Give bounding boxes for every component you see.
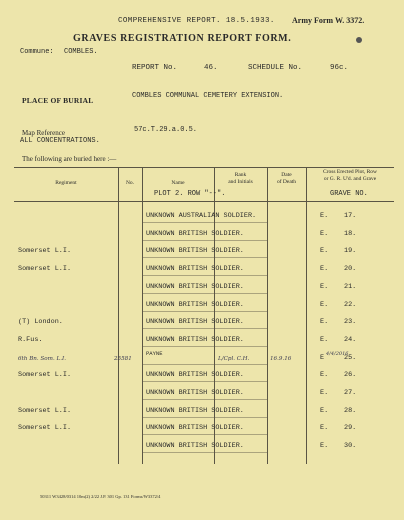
name-cell: UNKNOWN BRITISH SOLDIER. [146,282,244,291]
name-cell: UNKNOWN BRITISH SOLDIER. [146,424,244,433]
service-number-cell: 25581 [114,355,132,362]
row-rule [142,293,267,294]
report-number-value: 46. [204,64,218,72]
name-cell: UNKNOWN BRITISH SOLDIER. [146,335,244,344]
grave-number-cell: 21. [344,282,357,291]
row-rule [142,346,267,347]
cross-column-header [306,169,394,182]
cross-cell: E. [320,247,329,256]
place-of-burial-label: PLACE OF BURIAL [22,96,94,105]
date-of-death-cell: 16.9.16 [270,355,292,362]
cross-cell: E. [320,371,329,380]
buried-here-label: The following are buried here :— [22,155,117,163]
cross-column-header-text: Cross Erected Plot, Row or G. R. U'd. and Grave [322,169,378,182]
rank-column-header [214,172,267,185]
cross-cell: E. [320,229,329,238]
regiment-cell: Somerset L.I. [18,424,72,433]
cross-cell: E. [320,300,329,309]
row-rule [142,417,267,418]
army-form-number: Army Form W. 3372. [292,16,365,25]
grave-number-cell: 23. [344,318,357,327]
grave-number-cell: 30. [344,442,357,451]
row-rule [142,222,267,223]
row-rule [142,328,267,329]
grave-number-cell: 19. [344,247,357,256]
map-reference-value: 57c.T.29.a.0.5. [134,126,198,134]
regiment-cell: Somerset L.I. [18,247,72,256]
rank-column-header-text: Rank and Initials [228,172,253,185]
column-divider [118,167,119,464]
cross-cell: E. [320,265,329,274]
row-rule [142,311,267,312]
name-cell: UNKNOWN BRITISH SOLDIER. [146,371,244,380]
grave-number-cell: 28. [344,406,357,415]
grave-number-cell: 24. [344,335,357,344]
regiment-cell: Somerset L.I. [18,265,72,274]
name-cell: UNKNOWN BRITISH SOLDIER. [146,247,244,256]
row-rule [142,434,267,435]
table-header-rule [14,201,394,202]
date-column-header-text: Date of Death [276,172,297,185]
regiment-cell: Somerset L.I. [18,371,72,380]
name-cell: PAYNE [146,349,163,357]
cross-cell: E. [320,282,329,291]
name-cell: UNKNOWN BRITISH SOLDIER. [146,229,244,238]
grave-number-cell: 18. [344,229,357,238]
name-cell: UNKNOWN BRITISH SOLDIER. [146,406,244,415]
grave-number-label: GRAVE NO. [330,190,368,198]
cross-cell: E. [320,318,329,327]
name-cell: UNKNOWN BRITISH SOLDIER. [146,389,244,397]
table-top-rule [14,167,394,168]
plot-row-label: PLOT 2. ROW "--". [154,190,226,198]
name-cell: UNKNOWN BRITISH SOLDIER. [146,442,244,451]
schedule-number-value: 96c. [330,64,349,72]
date-column-header [267,172,306,185]
name-column-header: Name [171,180,185,186]
column-divider [306,167,307,464]
cross-cell: E [320,353,325,362]
cross-cell: E. [320,406,329,415]
cross-cell: E. [320,335,329,344]
grave-number-cell: 27. [344,389,357,397]
rank-cell: L/Cpl. C.H. [218,355,250,362]
report-number-label: REPORT No. [132,64,178,72]
grave-number-cell: 22. [344,300,357,309]
row-rule [142,399,267,400]
printer-imprint: 50311 W3428/0314 10m(2) 2/22 J.P. 301 Gp. 131 Forms/W3372/4 [40,494,161,499]
column-divider [267,167,268,464]
cross-cell: E. [320,389,329,397]
grave-number-cell: 26. [344,371,357,380]
schedule-number-label: SCHEDULE No. [248,64,303,72]
column-divider [142,167,143,464]
form-heading: GRAVES REGISTRATION REPORT FORM. [73,33,292,44]
name-cell: UNKNOWN BRITISH SOLDIER. [146,318,244,327]
commune-label: Commune: [20,48,54,56]
commune-value: COMBLES. [64,48,98,56]
row-rule [142,240,267,241]
place-of-burial-value: COMBLES COMMUNAL CEMETERY EXTENSION. [132,92,284,100]
ink-speck [356,37,362,43]
concentration-note: ALL CONCENTRATIONS. [20,137,100,145]
grave-number-cell: 25. [344,353,357,362]
number-column-header: No. [125,180,135,186]
regiment-cell: 6th Bn. Som. L.I. [18,355,66,362]
cross-cell: E. [320,424,329,433]
regiment-column-header: Regiment [55,180,77,186]
handwritten-date-note: 4/4/2016 [326,350,349,357]
row-rule [142,381,267,382]
regiment-cell: R.Fus. [18,335,43,344]
name-cell: UNKNOWN BRITISH SOLDIER. [146,300,244,309]
report-title: COMPREHENSIVE REPORT. 18.5.1933. [118,17,275,25]
cross-cell: E. [320,212,329,220]
grave-number-cell: 29. [344,424,357,433]
grave-number-cell: 17. [344,212,357,220]
row-rule [142,257,267,258]
regiment-cell: Somerset L.I. [18,406,72,415]
name-cell: UNKNOWN BRITISH SOLDIER. [146,265,244,274]
row-rule [142,452,267,453]
grave-number-cell: 20. [344,265,357,274]
row-rule [142,275,267,276]
name-cell: UNKNOWN AUSTRALIAN SOLDIER. [146,212,257,220]
cross-cell: E. [320,442,329,451]
map-reference-label: Map Reference [22,129,65,137]
regiment-cell: (T) London. [18,318,63,327]
row-rule [142,364,267,365]
